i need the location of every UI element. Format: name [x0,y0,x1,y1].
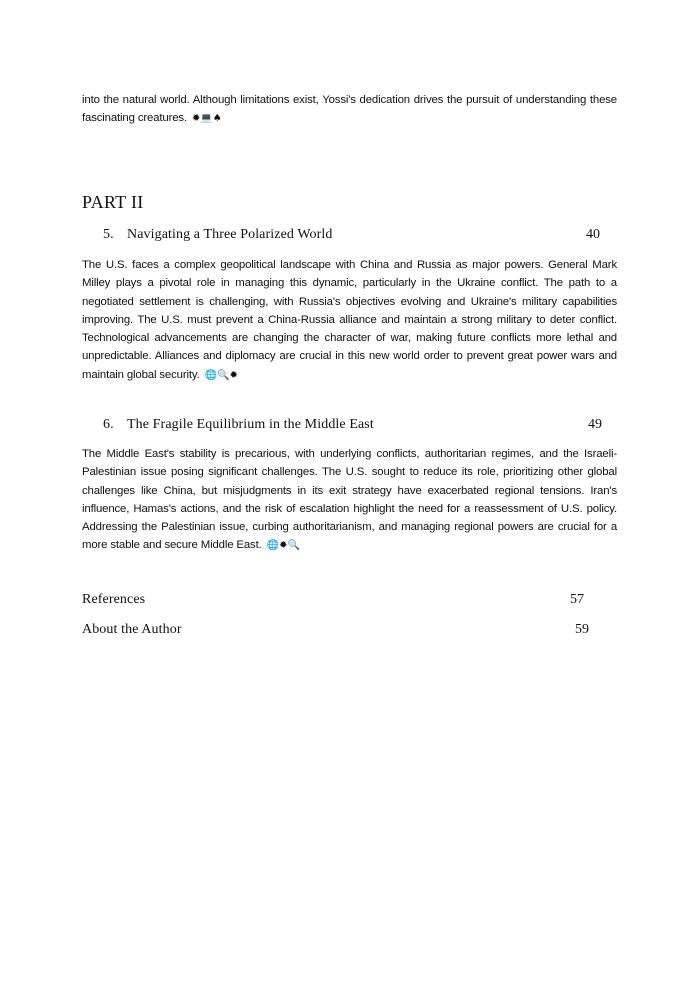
part-heading: PART II [82,192,144,212]
intro-emoji-icons: ✹💻♠ [191,113,222,125]
chapter-6-number: 6. [103,417,114,432]
chapter-6-entry [103,417,374,433]
intro-paragraph [82,91,617,129]
chapter-6-summary-text: The Middle East's stability is precarious, with underlying conflicts, authoritarian regimes, and the Israeli-Palestinian issue posing significant challenges. The U.S. sought to reduce its role, prioritizing other global challenges like China, but misjudgments in its exit strategy have exacerbated regional tensions. Iran's influence, Hamas's actions, and the risk of escalation highlight the need for a reassessment of U.S. policy. Addressing the Palestinian issue, curbing authoritarianism, and managing regional powers are crucial for a more stable and secure Middle East. [82,448,617,552]
chapter-6-title: The Fragile Equilibrium in the Middle East [127,417,374,432]
chapter-5-title: Navigating a Three Polarized World [127,227,333,242]
references-label: References [82,592,146,607]
chapter-5-emoji-icons: 🌐🔍✹ [204,369,238,381]
about-author-page: 59 [575,622,589,637]
chapter-5-number: 5. [103,227,114,242]
about-author-label: About the Author [82,622,182,637]
chapter-6-summary [82,445,617,556]
chapter-5-summary-text: The U.S. faces a complex geopolitical landscape with China and Russia as major powers. General Mark Milley plays a pivotal role in managing this dynamic, particularly in the Ukraine conflict. The path to a negotiated settlement is challenging, with Russia's objectives evolving and Ukraine's military capabilities improving. The U.S. must prevent a China-Russia alliance and maintain a strong military to deter conflict. Technological advancements are changing the character of war, making future conflicts more lethal and unpredictable. Alliances and diplomacy are crucial in this new world order to prevent great power wars and maintain global security. [82,259,617,381]
chapter-5-summary [82,256,617,385]
chapter-5-page: 40 [586,227,600,242]
chapter-5-entry [103,227,332,243]
chapter-6-emoji-icons: 🌐✹🔍 [266,540,300,552]
references-page: 57 [570,592,584,607]
intro-text: into the natural world. Although limitations exist, Yossi's dedication drives the pursuit of understanding these fascinating creatures. [82,94,617,125]
chapter-6-page: 49 [588,417,602,432]
